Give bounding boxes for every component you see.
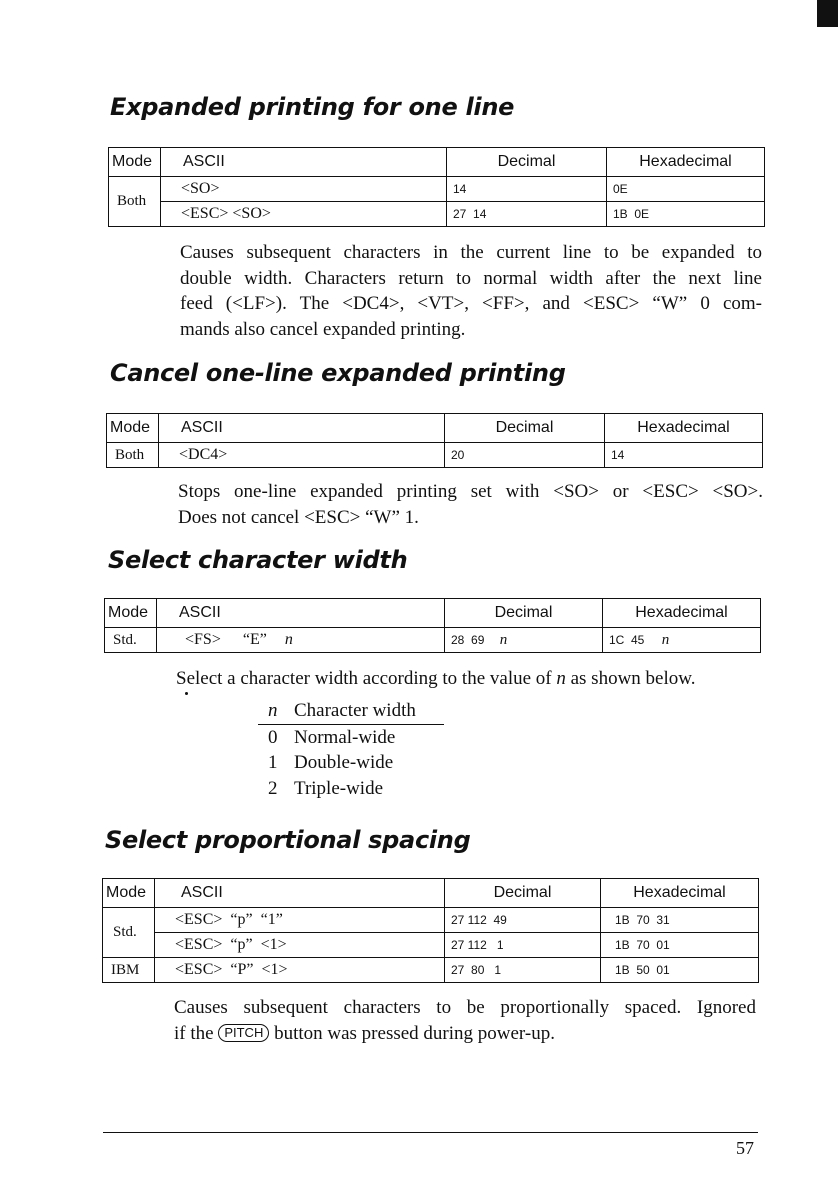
width-row-n: 2 bbox=[268, 777, 278, 799]
section-title-cancel-expanded: Cancel one-line expanded printing bbox=[110, 359, 566, 387]
decimal-cell: 20 bbox=[445, 443, 605, 468]
description-text: button was pressed during power-up. bbox=[269, 1022, 555, 1044]
description-character-width bbox=[176, 666, 762, 692]
ascii-cell: <ESC> “p” <1> bbox=[155, 933, 445, 958]
hex-cell: 1B 70 31 bbox=[601, 908, 759, 933]
decimal-cell: 14 bbox=[447, 177, 607, 202]
hex-cell: 14 bbox=[605, 443, 763, 468]
description-line: Causes subsequent characters to be proportionally spaced. Ignored bbox=[174, 997, 756, 1018]
command-table-cancel-expanded bbox=[106, 413, 763, 468]
width-table-row bbox=[258, 776, 444, 802]
header-mode: Mode bbox=[103, 879, 155, 908]
width-row-n: 0 bbox=[268, 726, 278, 748]
decimal-cell: 27 112 1 bbox=[445, 933, 601, 958]
section-title-proportional-spacing: Select proportional spacing bbox=[105, 826, 471, 854]
description-line: Does not cancel <ESC> “W” 1. bbox=[178, 506, 419, 528]
command-table-character-width bbox=[104, 598, 761, 653]
mode-cell: Both bbox=[109, 177, 161, 227]
description-line: mands also cancel expanded printing. bbox=[180, 318, 466, 340]
decimal-cell: 27 14 bbox=[447, 202, 607, 227]
command-table-proportional-spacing bbox=[102, 878, 759, 983]
description-cancel-expanded bbox=[178, 479, 763, 530]
decimal-n: n bbox=[499, 631, 508, 648]
hex-value: 1C 45 bbox=[609, 632, 645, 647]
width-table-row bbox=[258, 725, 444, 751]
description-line: Causes subsequent characters in the current line to be expanded to bbox=[180, 242, 762, 263]
command-table-expanded-one-line bbox=[108, 147, 765, 227]
character-width-table bbox=[258, 698, 444, 801]
description-italic-n: n bbox=[556, 668, 566, 689]
header-decimal: Decimal bbox=[445, 599, 603, 628]
decimal-cell: 27 80 1 bbox=[445, 958, 601, 983]
width-row-n: 1 bbox=[268, 752, 278, 773]
section-title-expanded-one-line: Expanded printing for one line bbox=[110, 93, 515, 121]
hex-n: n bbox=[661, 631, 670, 648]
header-ascii: ASCII bbox=[155, 879, 445, 908]
ascii-cell: <ESC> “P” <1> bbox=[155, 958, 445, 983]
page-corner-mark bbox=[817, 0, 838, 27]
description-line: feed (<LF>). The <DC4>, <VT>, <FF>, and <ESC> “W” 0 com- bbox=[180, 293, 762, 314]
hex-cell: 0E bbox=[607, 177, 765, 202]
stray-dot bbox=[185, 692, 188, 695]
header-decimal: Decimal bbox=[447, 148, 607, 177]
ascii-token: n bbox=[284, 631, 293, 648]
decimal-cell: 27 112 49 bbox=[445, 908, 601, 933]
header-hexadecimal: Hexadecimal bbox=[601, 879, 759, 908]
width-header-label: Character width bbox=[294, 700, 416, 721]
description-text: as shown below. bbox=[565, 668, 696, 689]
width-row-label: Normal-wide bbox=[294, 726, 396, 748]
width-header-n: n bbox=[268, 700, 278, 721]
decimal-cell bbox=[445, 628, 603, 653]
header-mode: Mode bbox=[107, 414, 159, 443]
description-line: double width. Characters return to normal width after the next line bbox=[180, 267, 762, 289]
mode-cell: Both bbox=[107, 443, 159, 468]
width-table-row bbox=[258, 750, 444, 776]
hex-cell: 1B 70 01 bbox=[601, 933, 759, 958]
header-ascii: ASCII bbox=[157, 599, 445, 628]
description-line: Stops one-line expanded printing set with <SO> or <ESC> <SO>. bbox=[178, 481, 763, 502]
description-text: Select a character width according to the value of bbox=[176, 668, 557, 689]
footer-rule bbox=[103, 1132, 758, 1133]
hex-cell: 1B 0E bbox=[607, 202, 765, 227]
header-mode: Mode bbox=[105, 599, 157, 628]
width-row-label: Triple-wide bbox=[294, 777, 384, 799]
header-mode: Mode bbox=[109, 148, 161, 177]
description-proportional-spacing bbox=[174, 995, 756, 1046]
ascii-token: <FS> bbox=[185, 631, 221, 648]
header-ascii: ASCII bbox=[161, 148, 447, 177]
mode-cell: IBM bbox=[103, 958, 155, 983]
header-decimal: Decimal bbox=[445, 879, 601, 908]
ascii-cell: <ESC> <SO> bbox=[161, 202, 447, 227]
section-title-character-width: Select character width bbox=[108, 546, 408, 574]
header-ascii: ASCII bbox=[159, 414, 445, 443]
description-expanded-one-line bbox=[180, 240, 762, 342]
description-line bbox=[176, 666, 762, 692]
ascii-cell: <DC4> bbox=[159, 443, 445, 468]
ascii-cell bbox=[157, 628, 445, 653]
ascii-cell: <SO> bbox=[161, 177, 447, 202]
header-decimal: Decimal bbox=[445, 414, 605, 443]
hex-cell bbox=[603, 628, 761, 653]
page-number: 57 bbox=[736, 1138, 754, 1158]
pitch-button-key: PITCH bbox=[218, 1024, 269, 1042]
mode-cell: Std. bbox=[105, 628, 157, 653]
width-table-header bbox=[258, 698, 444, 725]
description-line bbox=[174, 1021, 756, 1047]
header-hexadecimal: Hexadecimal bbox=[605, 414, 763, 443]
width-row-label: Double-wide bbox=[294, 752, 394, 773]
description-text: if the bbox=[174, 1022, 219, 1044]
ascii-cell: <ESC> “p” “1” bbox=[155, 908, 445, 933]
decimal-value: 28 69 bbox=[451, 632, 485, 647]
hex-cell: 1B 50 01 bbox=[601, 958, 759, 983]
header-hexadecimal: Hexadecimal bbox=[607, 148, 765, 177]
mode-cell: Std. bbox=[103, 908, 155, 958]
ascii-token: “E” bbox=[242, 631, 267, 648]
header-hexadecimal: Hexadecimal bbox=[603, 599, 761, 628]
